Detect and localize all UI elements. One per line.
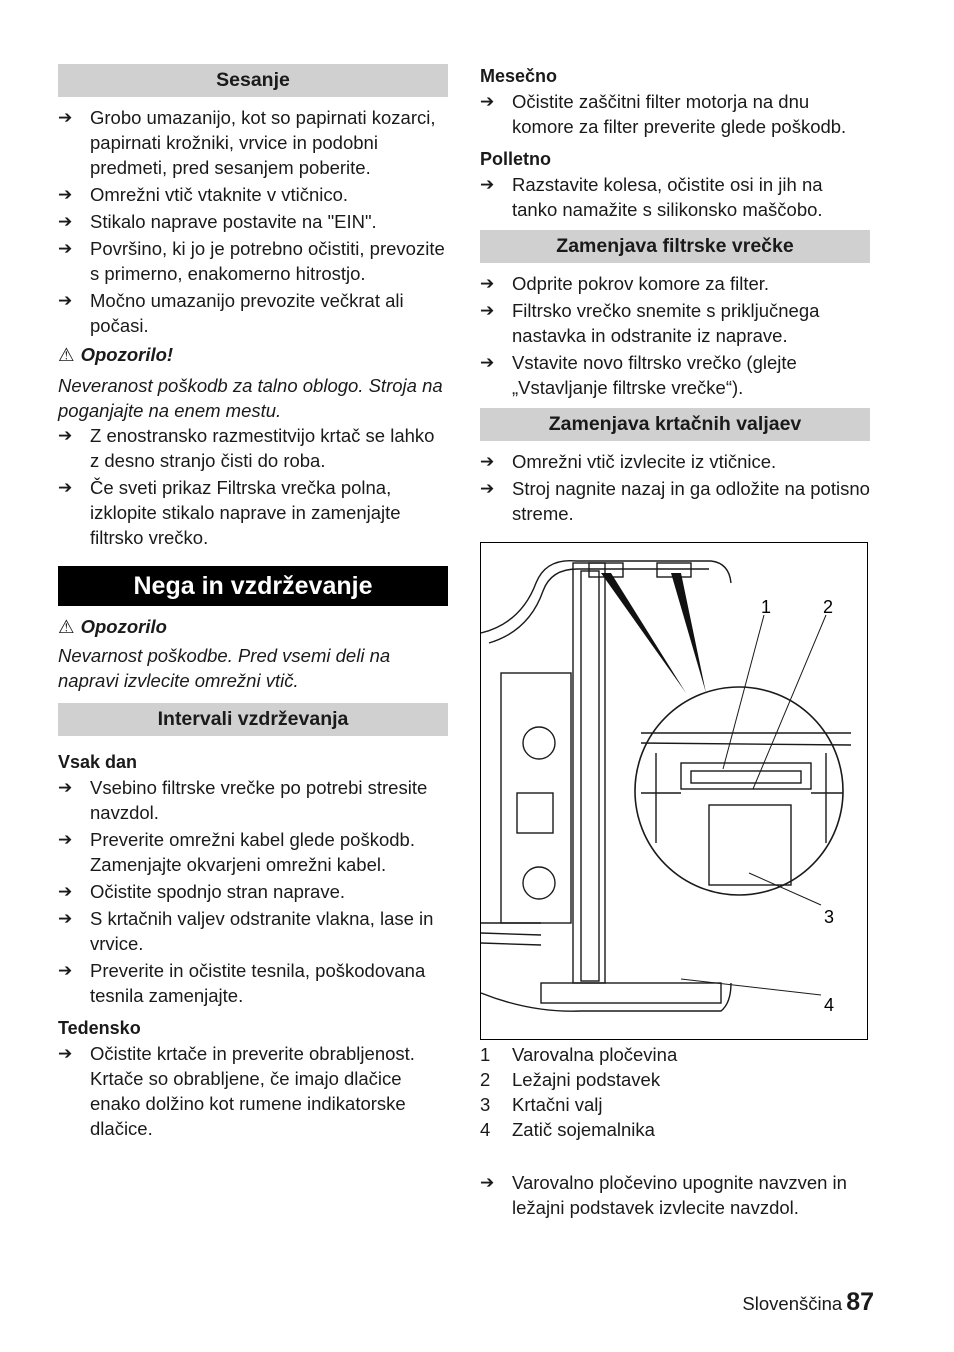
- arrow-right-icon: ➔: [480, 92, 495, 111]
- bullet-text: Omrežni vtič izvlecite iz vtičnice.: [512, 451, 777, 472]
- wheel-lower: [523, 867, 555, 899]
- brush-housing-inner: [581, 571, 599, 981]
- bottom-outline: [481, 983, 731, 1011]
- arrow-right-icon: ➔: [480, 301, 495, 320]
- subheading-vsak-dan: Vsak dan: [58, 752, 138, 772]
- arrow-right-icon: ➔: [58, 108, 73, 127]
- side-panel: [501, 673, 571, 923]
- section-heading-sesanje: Sesanje: [58, 64, 448, 97]
- bullet-item: [480, 1170, 870, 1220]
- legend-number: 4: [480, 1119, 491, 1140]
- warning-text-2: Nevarnost poškodbe. Pred vsemi deli na napravi izvlecite omrežni vtič.: [58, 645, 391, 691]
- bullet-text: Omrežni vtič vtaknite v vtičnico.: [90, 184, 349, 205]
- bullet-list-sesanje-2: [58, 423, 448, 550]
- warning-triangle-icon: ⚠: [58, 344, 75, 365]
- technical-illustration: [480, 542, 868, 1040]
- arrow-right-icon: ➔: [58, 961, 73, 980]
- bullet-item: [58, 423, 448, 473]
- legend-item: [480, 1042, 870, 1067]
- bullet-list-valji: [480, 449, 870, 526]
- legend-number: 3: [480, 1094, 491, 1115]
- bullet-text: Preverite omrežni kabel glede poškodb. Zamenjajte okvarjeni omrežni kabel.: [90, 829, 415, 875]
- bullet-text: Vsebino filtrske vrečke po potrebi stresite navzdol.: [90, 777, 428, 823]
- bullet-item: [480, 476, 870, 526]
- callout-4: 4: [824, 995, 835, 1015]
- bullet-text: Očistite spodnjo stran naprave.: [90, 881, 346, 902]
- arrow-right-icon: ➔: [480, 479, 495, 498]
- subheading-tedensko: Tedensko: [58, 1018, 141, 1038]
- bullet-text: Močno umazanijo prevozite večkrat ali počasi.: [90, 290, 404, 336]
- warning-text-1: Neveranost poškodb za talno oblogo. Stroja na poganjajte na enem mestu.: [58, 375, 443, 421]
- arrow-right-icon: ➔: [480, 353, 495, 372]
- legend-text: Varovalna pločevina: [512, 1044, 678, 1065]
- bullet-list-final: [480, 1170, 870, 1220]
- warning-title-1: Opozorilo!: [80, 344, 174, 365]
- wire-harness: [481, 923, 541, 945]
- bullet-text: Odprite pokrov komore za filter.: [512, 273, 770, 294]
- arrow-right-icon: ➔: [58, 778, 73, 797]
- arrow-right-icon: ➔: [58, 426, 73, 445]
- bullet-item: [58, 1041, 448, 1141]
- brush-housing: [573, 563, 605, 983]
- bullet-text: Z enostransko razmestitvijo krtač se lahko z desno stranjo čisti do roba.: [90, 425, 435, 471]
- bullet-text: Grobo umazanijo, kot so papirnati kozarci, papirnati krožniki, vrvice in podobni predmeti, pred sesanjem poberite.: [90, 107, 436, 178]
- page-number: 87: [846, 1288, 874, 1316]
- callout-2: 2: [823, 597, 834, 617]
- bullet-item: [58, 236, 448, 286]
- legend-item: [480, 1067, 870, 1092]
- bullet-text: Preverite in očistite tesnila, poškodovana tesnila zamenjajte.: [90, 960, 426, 1006]
- bullet-text: Stikalo naprave postavite na "EIN".: [90, 211, 377, 232]
- bullet-list-mesecno: [480, 89, 870, 139]
- bullet-list-tedensko: [58, 1041, 448, 1141]
- panel-window: [517, 793, 553, 833]
- warning-heading-2: [58, 614, 448, 639]
- zoom-wedge-1: [601, 573, 686, 693]
- bullet-item: [58, 475, 448, 550]
- callout-3: 3: [824, 907, 835, 927]
- bullet-item: [58, 209, 448, 234]
- arrow-right-icon: ➔: [480, 1173, 495, 1192]
- detail-circle: [635, 687, 843, 895]
- warning-triangle-icon: ⚠: [58, 616, 75, 637]
- bullet-text: Če sveti prikaz Filtrska vrečka polna, izklopite stikalo naprave in zamenjajte filtrsko vrečko.: [90, 477, 401, 548]
- arrow-right-icon: ➔: [58, 239, 73, 258]
- page-footer: [742, 1290, 874, 1316]
- bullet-text: Varovalno pločevino upognite navzven in ležajni podstavek izvlecite navzdol.: [512, 1172, 847, 1218]
- bullet-text: Razstavite kolesa, očistite osi in jih na tanko namažite s silikonsko maščobo.: [512, 174, 823, 220]
- legend-item: [480, 1092, 870, 1117]
- bullet-item: [480, 89, 870, 139]
- bullet-item: [58, 958, 448, 1008]
- figure-legend: [480, 1042, 870, 1142]
- bullet-item: [480, 271, 870, 296]
- bullet-item: [58, 288, 448, 338]
- chapter-heading-nega: Nega in vzdrževanje: [58, 566, 448, 606]
- section-heading-valji: Zamenjava krtačnih valjaev: [480, 408, 870, 441]
- bullet-list-sesanje: [58, 105, 448, 338]
- bullet-text: Vstavite novo filtrsko vrečko (glejte „Vstavljanje filtrske vrečke“).: [512, 352, 797, 398]
- bullet-list-vsak-dan: [58, 775, 448, 1008]
- legend-number: 1: [480, 1044, 491, 1065]
- arrow-right-icon: ➔: [58, 830, 73, 849]
- brush-roller-drawing: [481, 543, 867, 1039]
- bullet-text: Površino, ki jo je potrebno očistiti, prevozite s primerno, enakomerno hitrostjo.: [90, 238, 445, 284]
- arrow-right-icon: ➔: [58, 1044, 73, 1063]
- subheading-mesecno: Mesečno: [480, 66, 558, 86]
- section-heading-intervali: Intervali vzdrževanja: [58, 703, 448, 736]
- legend-item: [480, 1117, 870, 1142]
- left-column: [58, 64, 448, 1143]
- bullet-text: Očistite krtače in preverite obrabljenost. Krtače so obrabljene, če imajo dlačice enako dolžino kot rumene indikatorske dlačice.: [90, 1043, 415, 1139]
- bullet-item: [480, 449, 870, 474]
- legend-text: Zatič sojemalnika: [512, 1119, 655, 1140]
- arrow-right-icon: ➔: [58, 291, 73, 310]
- zoom-wedge-2: [671, 573, 706, 693]
- bullet-item: [58, 182, 448, 207]
- bullet-text: Očistite zaščitni filter motorja na dnu komore za filter preverite glede poškodb.: [512, 91, 847, 137]
- callout-1: 1: [761, 597, 772, 617]
- bullet-item: [480, 298, 870, 348]
- arrow-right-icon: ➔: [480, 452, 495, 471]
- arrow-right-icon: ➔: [480, 175, 495, 194]
- bullet-text: Stroj nagnite nazaj in ga odložite na potisno streme.: [512, 478, 870, 524]
- arrow-right-icon: ➔: [58, 909, 73, 928]
- legend-number: 2: [480, 1069, 491, 1090]
- bullet-item: [58, 879, 448, 904]
- warning-title-2: Opozorilo: [80, 616, 167, 637]
- subheading-polletno: Polletno: [480, 149, 551, 169]
- wheel-upper: [523, 727, 555, 759]
- bullet-list-polletno: [480, 172, 870, 222]
- right-column: [480, 64, 870, 1222]
- bullet-item: [58, 775, 448, 825]
- bullet-item: [58, 906, 448, 956]
- bullet-list-filter: [480, 271, 870, 400]
- arrow-right-icon: ➔: [480, 274, 495, 293]
- arrow-right-icon: ➔: [58, 212, 73, 231]
- legend-text: Krtačni valj: [512, 1094, 603, 1115]
- bullet-text: Filtrsko vrečko snemite s priključnega nastavka in odstranite iz naprave.: [512, 300, 820, 346]
- arrow-right-icon: ➔: [58, 185, 73, 204]
- arrow-right-icon: ➔: [58, 478, 73, 497]
- bottom-tray: [541, 983, 721, 1003]
- section-heading-filter: Zamenjava filtrske vrečke: [480, 230, 870, 263]
- footer-language: Slovenščina: [742, 1293, 843, 1314]
- legend-text: Ležajni podstavek: [512, 1069, 661, 1090]
- bullet-item: [480, 172, 870, 222]
- warning-heading-1: [58, 342, 448, 367]
- bullet-item: [58, 827, 448, 877]
- bullet-item: [480, 350, 870, 400]
- bullet-item: [58, 105, 448, 180]
- machine-frame-outline: [481, 561, 731, 633]
- arrow-right-icon: ➔: [58, 882, 73, 901]
- bullet-text: S krtačnih valjev odstranite vlakna, lase in vrvice.: [90, 908, 434, 954]
